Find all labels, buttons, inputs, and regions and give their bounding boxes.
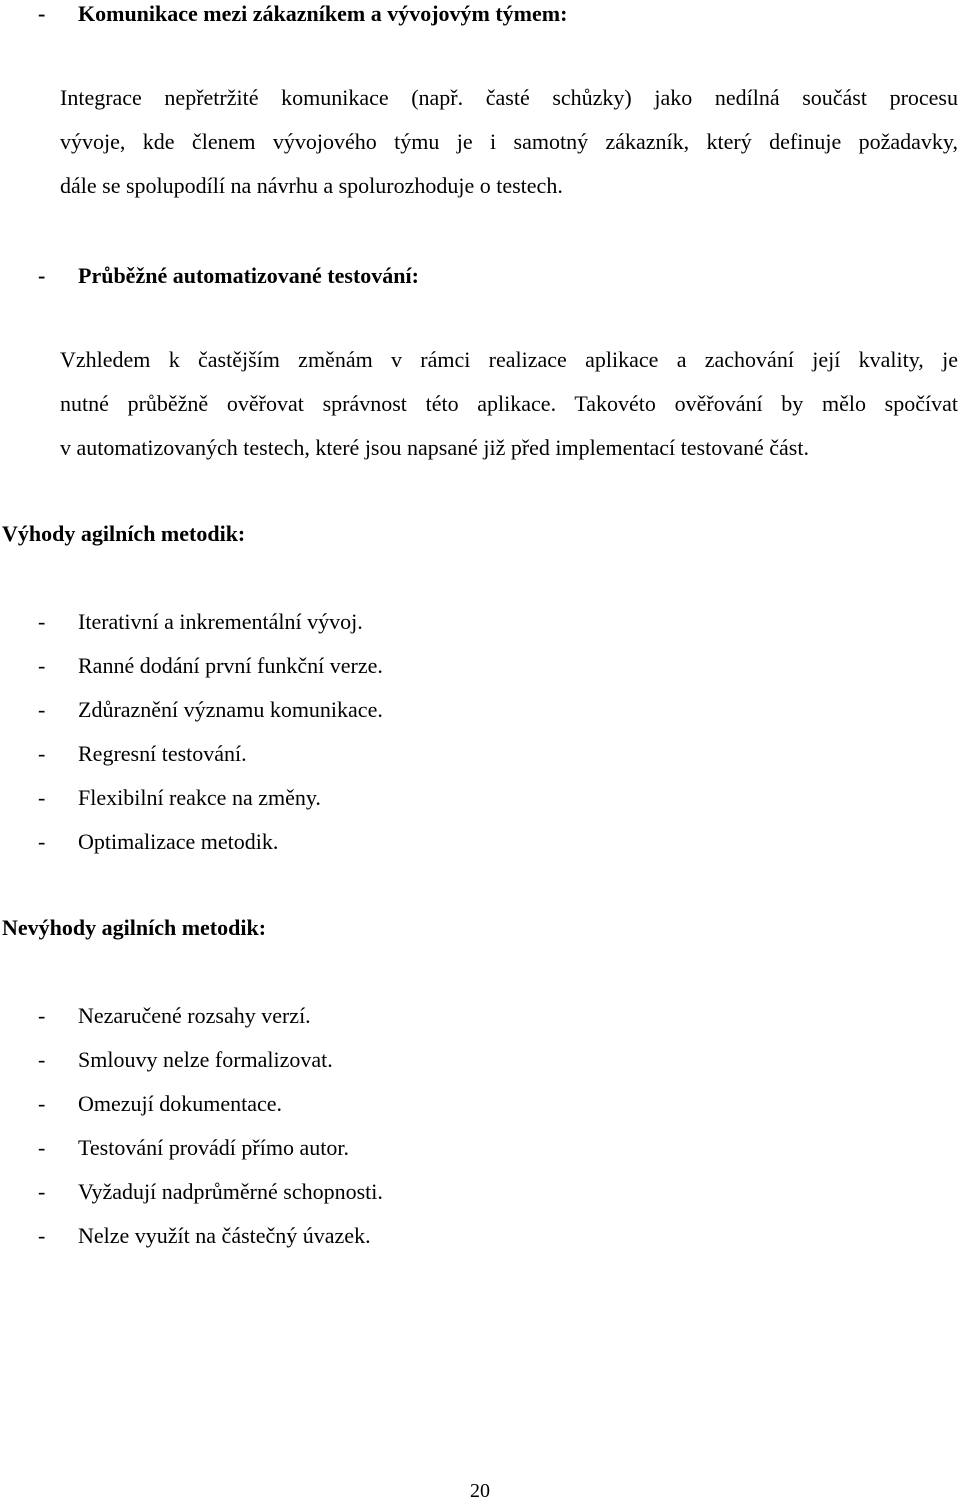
list-item-text: Vyžadují nadprůměrné schopnosti. (78, 1179, 383, 1204)
list-item-text: Iterativní a inkrementální vývoj. (78, 609, 363, 634)
list-item-text: Optimalizace metodik. (78, 829, 279, 854)
paragraph-testing (60, 338, 958, 470)
paragraph-line: vývoje, kde členem vývojového týmu je i samotný zákazník, který definuje požadavky, (60, 129, 958, 154)
list-item-text: Flexibilní reakce na změny. (78, 785, 321, 810)
list-item-text: Smlouvy nelze formalizovat. (78, 1047, 333, 1072)
paragraph-line: nutné průběžně ověřovat správnost této aplikace. Takovéto ověřování by mělo spočívat (60, 391, 958, 416)
paragraph-line: Vzhledem k častějším změnám v rámci realizace aplikace a zachování její kvality, je (60, 347, 958, 372)
list-item: - Omezují dokumentace. (0, 1090, 960, 1120)
section-dash: - (38, 263, 46, 288)
list-item: - Testování provádí přímo autor. (0, 1134, 960, 1164)
paragraph-communication (60, 76, 958, 208)
list-item: - Zdůraznění významu komunikace. (0, 696, 960, 726)
list-item: - Nezaručené rozsahy verzí. (0, 1002, 960, 1032)
disadvantages-heading: Nevýhody agilních metodik: (2, 915, 267, 940)
list-item: - Optimalizace metodik. (0, 828, 960, 858)
list-item-text: Testování provádí přímo autor. (78, 1135, 349, 1160)
section-title-communication: Komunikace mezi zákazníkem a vývojovým týmem: (78, 1, 568, 26)
paragraph-line: Integrace nepřetržité komunikace (např. časté schůzky) jako nedílná součást procesu (60, 85, 958, 110)
page-number: 20 (470, 1480, 490, 1502)
list-item: - Ranné dodání první funkční verze. (0, 652, 960, 682)
advantages-heading: Výhody agilních metodik: (2, 521, 246, 546)
list-item-text: Regresní testování. (78, 741, 247, 766)
list-item-text: Nezaručené rozsahy verzí. (78, 1003, 311, 1028)
list-item-text: Omezují dokumentace. (78, 1091, 283, 1116)
list-item: - Vyžadují nadprůměrné schopnosti. (0, 1178, 960, 1208)
list-item: - Flexibilní reakce na změny. (0, 784, 960, 814)
list-item-text: Nelze využít na částečný úvazek. (78, 1223, 371, 1248)
list-item: - Iterativní a inkrementální vývoj. (0, 608, 960, 638)
section-title-testing: Průběžné automatizované testování: (78, 263, 419, 288)
list-item-text: Zdůraznění významu komunikace. (78, 697, 383, 722)
list-item: - Regresní testování. (0, 740, 960, 770)
paragraph-line: v automatizovaných testech, které jsou napsané již před implementací testované část. (60, 435, 809, 460)
list-item-text: Ranné dodání první funkční verze. (78, 653, 383, 678)
paragraph-line: dále se spolupodílí na návrhu a spolurozhoduje o testech. (60, 173, 563, 198)
list-item: - Nelze využít na částečný úvazek. (0, 1222, 960, 1252)
list-item: - Smlouvy nelze formalizovat. (0, 1046, 960, 1076)
section-dash: - (38, 1, 46, 26)
